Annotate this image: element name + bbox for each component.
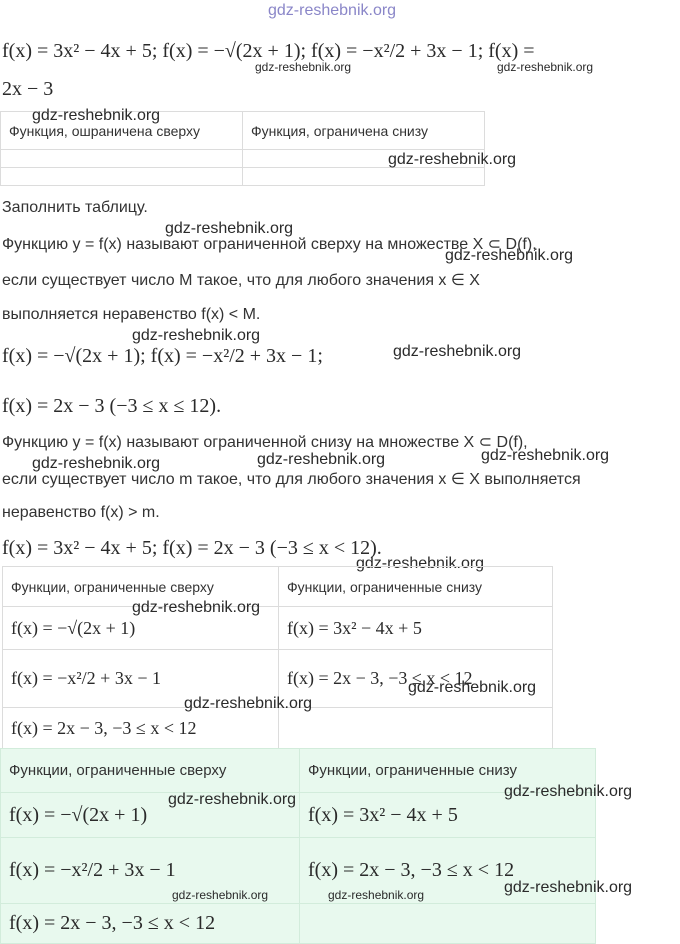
watermark: gdz-reshebnik.org — [132, 599, 261, 616]
watermark-small: gdz-reshebnik.org — [497, 60, 594, 74]
table-cell — [279, 708, 553, 750]
watermark: gdz-reshebnik.org — [32, 455, 161, 472]
watermark-small: gdz-reshebnik.org — [328, 888, 425, 902]
table-cell: f(x) = 2x − 3, −3 ≤ x < 12 — [1, 904, 300, 944]
watermark-small: gdz-reshebnik.org — [172, 888, 269, 902]
table-cell: f(x) = 2x − 3, −3 ≤ x < 12 — [279, 650, 553, 708]
watermark: gdz-reshebnik.org — [388, 151, 517, 168]
watermark: gdz-reshebnik.org — [356, 555, 485, 572]
upper-examples-line1: f(x) = −√(2x + 1); f(x) = −x²/2 + 3x − 1; — [2, 345, 323, 367]
watermark: gdz-reshebnik.org — [408, 679, 537, 696]
filled-table-header: Функции, ограниченные сверху — [1, 749, 300, 793]
def-lower-line2: если существует число m такое, что для любого значения x ∈ X выполняется — [2, 471, 581, 488]
filled-table-header: Функции, ограниченные снизу — [300, 749, 596, 793]
table-cell: f(x) = −x²/2 + 3x − 1 — [3, 650, 279, 708]
watermark: gdz-reshebnik.org — [257, 451, 386, 468]
watermark: gdz-reshebnik.org — [504, 783, 633, 800]
def-lower-line3: неравенство f(x) > m. — [2, 504, 160, 521]
filled-table-header: Функции, ограниченные сверху — [3, 567, 279, 607]
upper-examples-line2: f(x) = 2x − 3 (−3 ≤ x ≤ 12). — [2, 395, 222, 417]
watermark: gdz-reshebnik.org — [393, 343, 522, 360]
def-upper-line3: выполняется неравенство f(x) < M. — [2, 306, 261, 323]
watermark: gdz-reshebnik.org — [168, 791, 297, 808]
table-cell: f(x) = 3x² − 4x + 5 — [300, 793, 596, 838]
lower-examples: f(x) = 3x² − 4x + 5; f(x) = 2x − 3 (−3 ≤ x < 12). — [2, 537, 382, 559]
table-cell: f(x) = 2x − 3, −3 ≤ x < 12 — [300, 838, 596, 904]
table-cell: f(x) = −x²/2 + 3x − 1 — [1, 838, 300, 904]
watermark-small: gdz-reshebnik.org — [255, 60, 352, 74]
table-cell — [1, 168, 243, 186]
def-upper-line1: Функцию y = f(x) называют ограниченной сверху на множестве X ⊂ D(f), — [2, 236, 537, 253]
watermark: gdz-reshebnik.org — [184, 695, 313, 712]
watermark: gdz-reshebnik.org — [132, 327, 261, 344]
table-cell — [1, 150, 243, 168]
watermark: gdz-reshebnik.org — [32, 107, 161, 124]
empty-table-header: Функция, ограничена снизу — [243, 112, 485, 150]
watermark: gdz-reshebnik.org — [165, 220, 294, 237]
instruction-text: Заполнить таблицу. — [2, 199, 148, 216]
header-formulas-line1: f(x) = 3x² − 4x + 5; f(x) = −√(2x + 1); f(x) = −x²/2 + 3x − 1; f(x) = — [2, 40, 535, 62]
table-cell: f(x) = 2x − 3, −3 ≤ x < 12 — [3, 708, 279, 750]
watermark: gdz-reshebnik.org — [445, 247, 574, 264]
watermark: gdz-reshebnik.org — [504, 879, 633, 896]
header-formulas-line2: 2x − 3 — [2, 78, 54, 100]
filled-table — [2, 566, 553, 750]
table-cell — [243, 168, 485, 186]
def-upper-line2: если существует число M такое, что для любого значения x ∈ X — [2, 272, 480, 289]
empty-table-header: Функция, ошраничена сверху — [1, 112, 243, 150]
table-cell — [300, 904, 596, 944]
table-cell: f(x) = 3x² − 4x + 5 — [279, 607, 553, 650]
watermark-top[interactable]: gdz-reshebnik.org — [268, 2, 397, 19]
filled-table-header: Функции, ограниченные снизу — [279, 567, 553, 607]
filled-table-highlighted — [0, 748, 596, 944]
def-lower-line1: Функцию y = f(x) называют ограниченной снизу на множестве X ⊂ D(f), — [2, 434, 528, 451]
watermark: gdz-reshebnik.org — [481, 447, 610, 464]
table-cell: f(x) = −√(2x + 1) — [1, 793, 300, 838]
table-cell: f(x) = −√(2x + 1) — [3, 607, 279, 650]
